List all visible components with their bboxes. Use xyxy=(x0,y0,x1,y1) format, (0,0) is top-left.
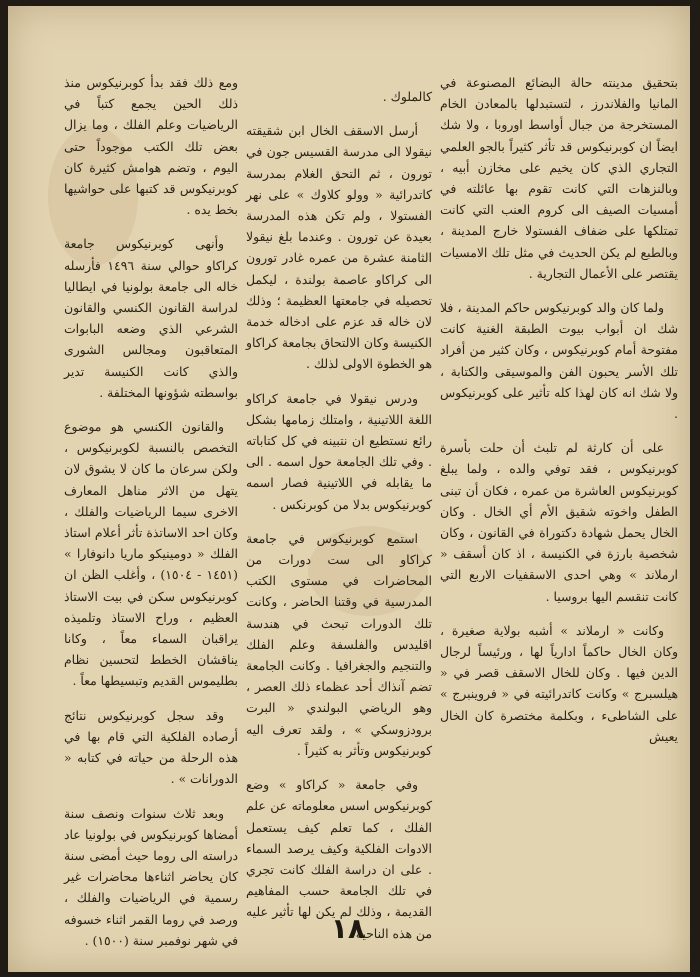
paragraph: وبعد ثلاث سنوات ونصف سنة أمضاها كوبرنيكوس في بولونيا عاد دراسته الى روما حيث أمضى سنة كان يحاضر اثناءها محاضرات غير رسمية في الرياضيات والفلك ، ورصد في روما القمر اثناء خسوفه في شهر نوفمبر سنة (١٥٠٠) . xyxy=(64,805,238,948)
page-number: ١٨ xyxy=(330,912,366,945)
paragraph: ومع ذلك فقد بدأ كوبرنيكوس منذ ذلك الحين يجمع كتباً في الرياضيات وعلم الفلك ، وما يزال بعض تلك الكتب موجوداً حتى اليوم ، وتضم هوامش كثيرة كان كوبرنيكوس قد كتبها على حواشيها بخط يده . xyxy=(64,75,238,218)
paragraph: والقانون الكنسي هو موضوع التخصص بالنسبة لكوبرنيكوس ، ولكن سرعان ما كان لا يشوق لان يتهل من الاثر مناهل المعارف الاخرى سيما الرياضيات والفلك ، وكان احد الاساتذة تأثر أعلام استاذ الفلك « دومينيكو ماريا دانوفارا » (١٤٥١ - ١٥٠٤) ، وأغلب الظن ان كوبرنيكوس سكن في بيت الاستاذ العظيم ، وراح الاستاذ وتلميذه يراقبان السماء معاً ، وكانا يناقشان الخطط لتحسين نظام بطليموس القديم وتبسيطها معاً . xyxy=(64,419,238,689)
paragraph: على أن كارثة لم تلبث أن حلت بأسرة كوبرنيكوس ، فقد توفي والده ، ولما يبلغ كوبرنيكوس العاشرة من عمره ، فكان أن تبنى الطفل واخوته شقيق الأم أي الخال . وكان الخال يحمل شهادة دكتوراة في القانون ، وكان شخصية بارزة في الكنيسة ، اذ كان أسقف « ارملاند » وهي احدى الاسقفيات الاربع التي كانت تنقسم اليها بروسيا . xyxy=(440,440,678,604)
paragraph: ولما كان والد كوبرنيكوس حاكم المدينة ، فلا شك ان أبواب بيوت الطبقة الغنية كانت مفتوحة أمام كوبرنيكوس ، وكان كثير من أفراد تلك الأسر يحبون الفن والموسيقى والكتابة ، ولا شك انه كان لهذا كله تأثير على كوبرنيكوس . xyxy=(440,300,678,422)
paragraph: ودرس نيقولا في جامعة كراكاو اللغة اللاتينية ، وامتلك زمامها بشكل رائع نستطيع ان نتبينه في كل كتاباته . وفي تلك الجامعة حول اسمه . الى ما يقابله في اللاتينية فصار اسمه كوبرنيكوس بدلا من كوبرنكس . xyxy=(246,390,432,512)
paragraph: وقد سجل كوبرنيكوس نتائج أرصاده الفلكية التي قام بها في هذه الرحلة من حياته في كتابه « الدورانات » . xyxy=(64,707,238,787)
paragraph: وفي جامعة « كراكاو » وضع كوبرنيكوس اسس معلوماته عن علم الفلك ، كما تعلم كيف يستعمل الادوات الفلكية وكيف يرصد السماء . على ان دراسة الفلك كانت تجري في تلك الجامعة حسب المفاهيم القديمة ، وذلك لم يكن لها تأثير عليه من هذه الناحية xyxy=(246,777,432,941)
paragraph: كالملوك . xyxy=(382,89,432,104)
paragraph: استمع كوبرنيكوس في جامعة كراكاو الى ست دورات من المحاضرات في مستوى الكتب المدرسية في وقتنا الحاضر ، وكانت تلك الدورات تبحث في هندسة اقليدس والفلسفة وعلم الفلك والتنجيم والجغرافيا . وكانت الجامعة تضم آنذاك أحد عظماء ذلك العصر ، وهو الرياضي البولندي « البرت برودزوسكي » ، ولقد تعرف اليه كوبرنيكوس وتأثر به كثيراً . xyxy=(246,530,432,758)
book-page xyxy=(8,6,690,972)
paragraph: بتحقيق مدينته حالة البضائع المصنوعة في المانيا والفلاندرز ، لتستبدلها بالمعادن الخام المستخرجة من جبال أواسط اوروبا ، ولا شك ايضاً ان كوبرنيكوس قد تأثر كثيراً بالجو العلمي التجاري الذي كان يخيم على مخازن أبيه ، وبالنزهات التي كانت تقوم بها عائلته في أمسيات الصيف الى كروم العنب التي كانت تمتلكها على ضفاف الفستولا خارج المدينة ، وبالطبع لم يكن الحديث في مثل تلك الامسيات يقتصر على الأعمال التجارية . xyxy=(440,75,678,281)
paragraph: أرسل الاسقف الخال ابن شقيقته نيقولا الى مدرسة القسيس جون في تورون ، ثم التحق الغلام بمدرسة كاتدرائية « وولو كلاوك » على نهر الفستولا ، ولم تكن هذه المدرسة بعيدة عن تورون . وعندما بلغ نيقولا الثامنة عشرة من عمره غادر تورون الى كراكاو عاصمة بولندة ، ليكمل تحصيله في جامعتها العظيمة ؛ وذلك لان خاله قد عزم على ادخاله خدمة الكنيسة وكان الالتحاق بجامعة كراكاو هو الخطوة الاولى لذلك . xyxy=(246,123,432,372)
paragraph: وأنهى كوبرنيكوس جامعة كراكاو حوالي سنة ١٤٩٦ فأرسله خاله الى جامعة بولونيا في ايطاليا لدراسة القانون الكنسي والقانون الشرعي الذي وضعه البابوات المتعاقبون ومجالس الشورى والذي كانت الكنيسة تدير بواسطته شؤونها المختلفة . xyxy=(64,236,238,400)
text-column-left xyxy=(64,72,238,964)
paragraph: وكانت « ارملاند » أشبه بولاية صغيرة ، وكان الخال حاكماً ادارياً لها ، ورئيساً لرجال الدين فيها . وكان للخال الاسقف قصر في « هيلسبرج » وكانت كاتدرائيته في « فروينبرج » على الشاطىء ، وبكلمة مختصرة كان الخال يعيش xyxy=(440,622,678,744)
text-column-middle xyxy=(246,86,432,957)
text-column-right xyxy=(440,72,678,760)
